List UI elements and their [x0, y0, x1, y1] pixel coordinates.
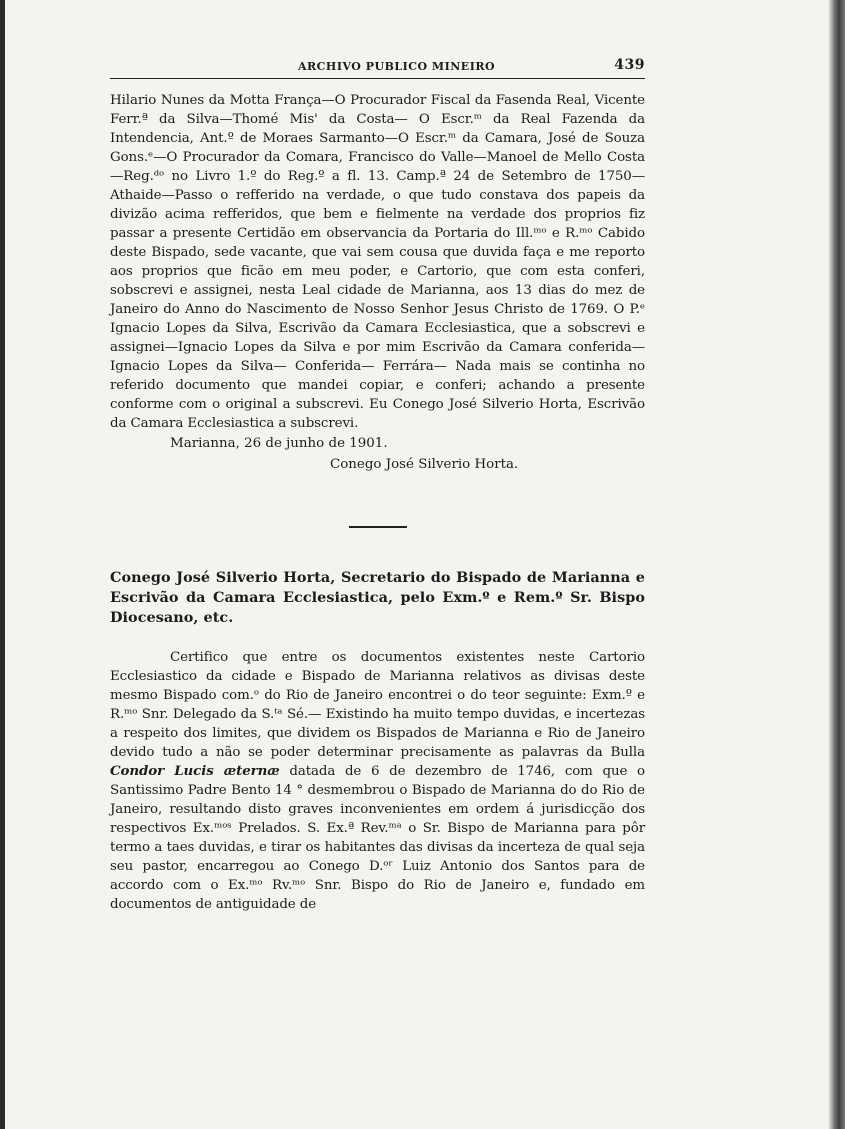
header-rule [110, 78, 645, 79]
page-left-edge [0, 0, 5, 1129]
page-number: 439 [614, 57, 645, 73]
running-header [110, 55, 645, 75]
book-binding-shadow [785, 0, 845, 1129]
paragraph-2 [110, 648, 645, 914]
running-title: ARCHIVO PUBLICO MINEIRO [298, 60, 496, 73]
paragraph-2-start: Certifico que entre os documentos existentes neste Cartorio Ecclesiastico da cidade e Bispado de Marianna relativos as divisas deste mesmo Bispado com.ᵒ do Rio de Janeiro encontrei o do teor seguinte: Exm.º e R.ᵐᵒ Snr. Delegado da S.ᵗᵃ Sé.— Existindo ha muito tempo duvidas, e incertezas a respeito dos limites, que dividem os Bispados de Marianna e Rio de Janeiro devido tudo a não se poder determinar precisamente as palavras da Bulla [110, 650, 645, 760]
document-page [110, 55, 645, 914]
signature-line: Conego José Silverio Horta. [330, 457, 519, 472]
section-separator [349, 526, 407, 528]
date-line: Marianna, 26 de junho de 1901. [170, 436, 388, 451]
bulla-title: Condor Lucis æternæ [110, 763, 280, 779]
section-heading: Conego José Silverio Horta, Secretario do Bispado de Marianna e Escrivão da Camara Ecclesiastica, pelo Exm.º e Rem.º Sr. Bispo Diocesano, etc. [110, 569, 645, 626]
paragraph-1: Hilario Nunes da Motta França—O Procurador Fiscal da Fasenda Real, Vicente Ferr.ª da Silva—Thomé Mis' da Costa— O Escr.ᵐ da Real Fazenda da Intendencia, Ant.º de Moraes Sarmanto—O Escr.ᵐ da Camara, José de Souza Gons.ᵉ—O Procurador da Comara, Francisco do Valle—Manoel de Mello Costa—Reg.ᵈᵒ no Livro 1.º do Reg.º a fl. 13. Camp.ª 24 de Setembro de 1750—Athaide—Passo o refferido na verdade, o que tudo constava dos papeis da divizão acima refferidos, que bem e fielmente na verdade dos proprios fiz passar a presente Certidão em observancia da Portaria do Ill.ᵐᵒ e R.ᵐᵒ Cabido deste Bispado, sede vacante, que vai sem cousa que duvida faça e me reporto aos proprios que ficão em meu poder, e Cartorio, que com esta conferi, sobscrevi e assignei, nesta Leal cidade de Marianna, aos 13 dias do mez de Janeiro do Anno do Nascimento de Nosso Senhor Jesus Christo de 1769. O P.ᵉ Ignacio Lopes da Silva, Escrivão da Camara Ecclesiastica, que a sobscrevi e assignei—Ignacio Lopes da Silva e por mim Escrivão da Camara conferida—Ignacio Lopes da Silva— Conferida— Ferrára— Nada mais se continha no referido documento que mandei copiar, e conferi; achando a presente conforme com o original a subscrevi. Eu Conego José Silverio Horta, Escrivão da Camara Ecclesiastica a subscrevi. [110, 93, 645, 431]
paragraph-2-end: datada de 6 de dezembro de 1746, com que o Santissimo Padre Bento 14 ° desmembrou o Bispado de Marianna do do Rio de Janeiro, resultando disto graves inconvenientes em ordem á jurisdicção dos respectivos Ex.ᵐᵒˢ Prelados. S. Ex.ª Rev.ᵐᵃ o Sr. Bispo de Marianna para pôr termo a taes duvidas, e tirar os habitantes das divisas da incerteza de qual seja seu pastor, encarregou ao Conego D.ᵒʳ Luiz Antonio dos Santos para de accordo com o Ex.ᵐᵒ Rv.ᵐᵒ Snr. Bispo do Rio de Janeiro e, fundado em documentos de antiguidade de [110, 764, 645, 912]
